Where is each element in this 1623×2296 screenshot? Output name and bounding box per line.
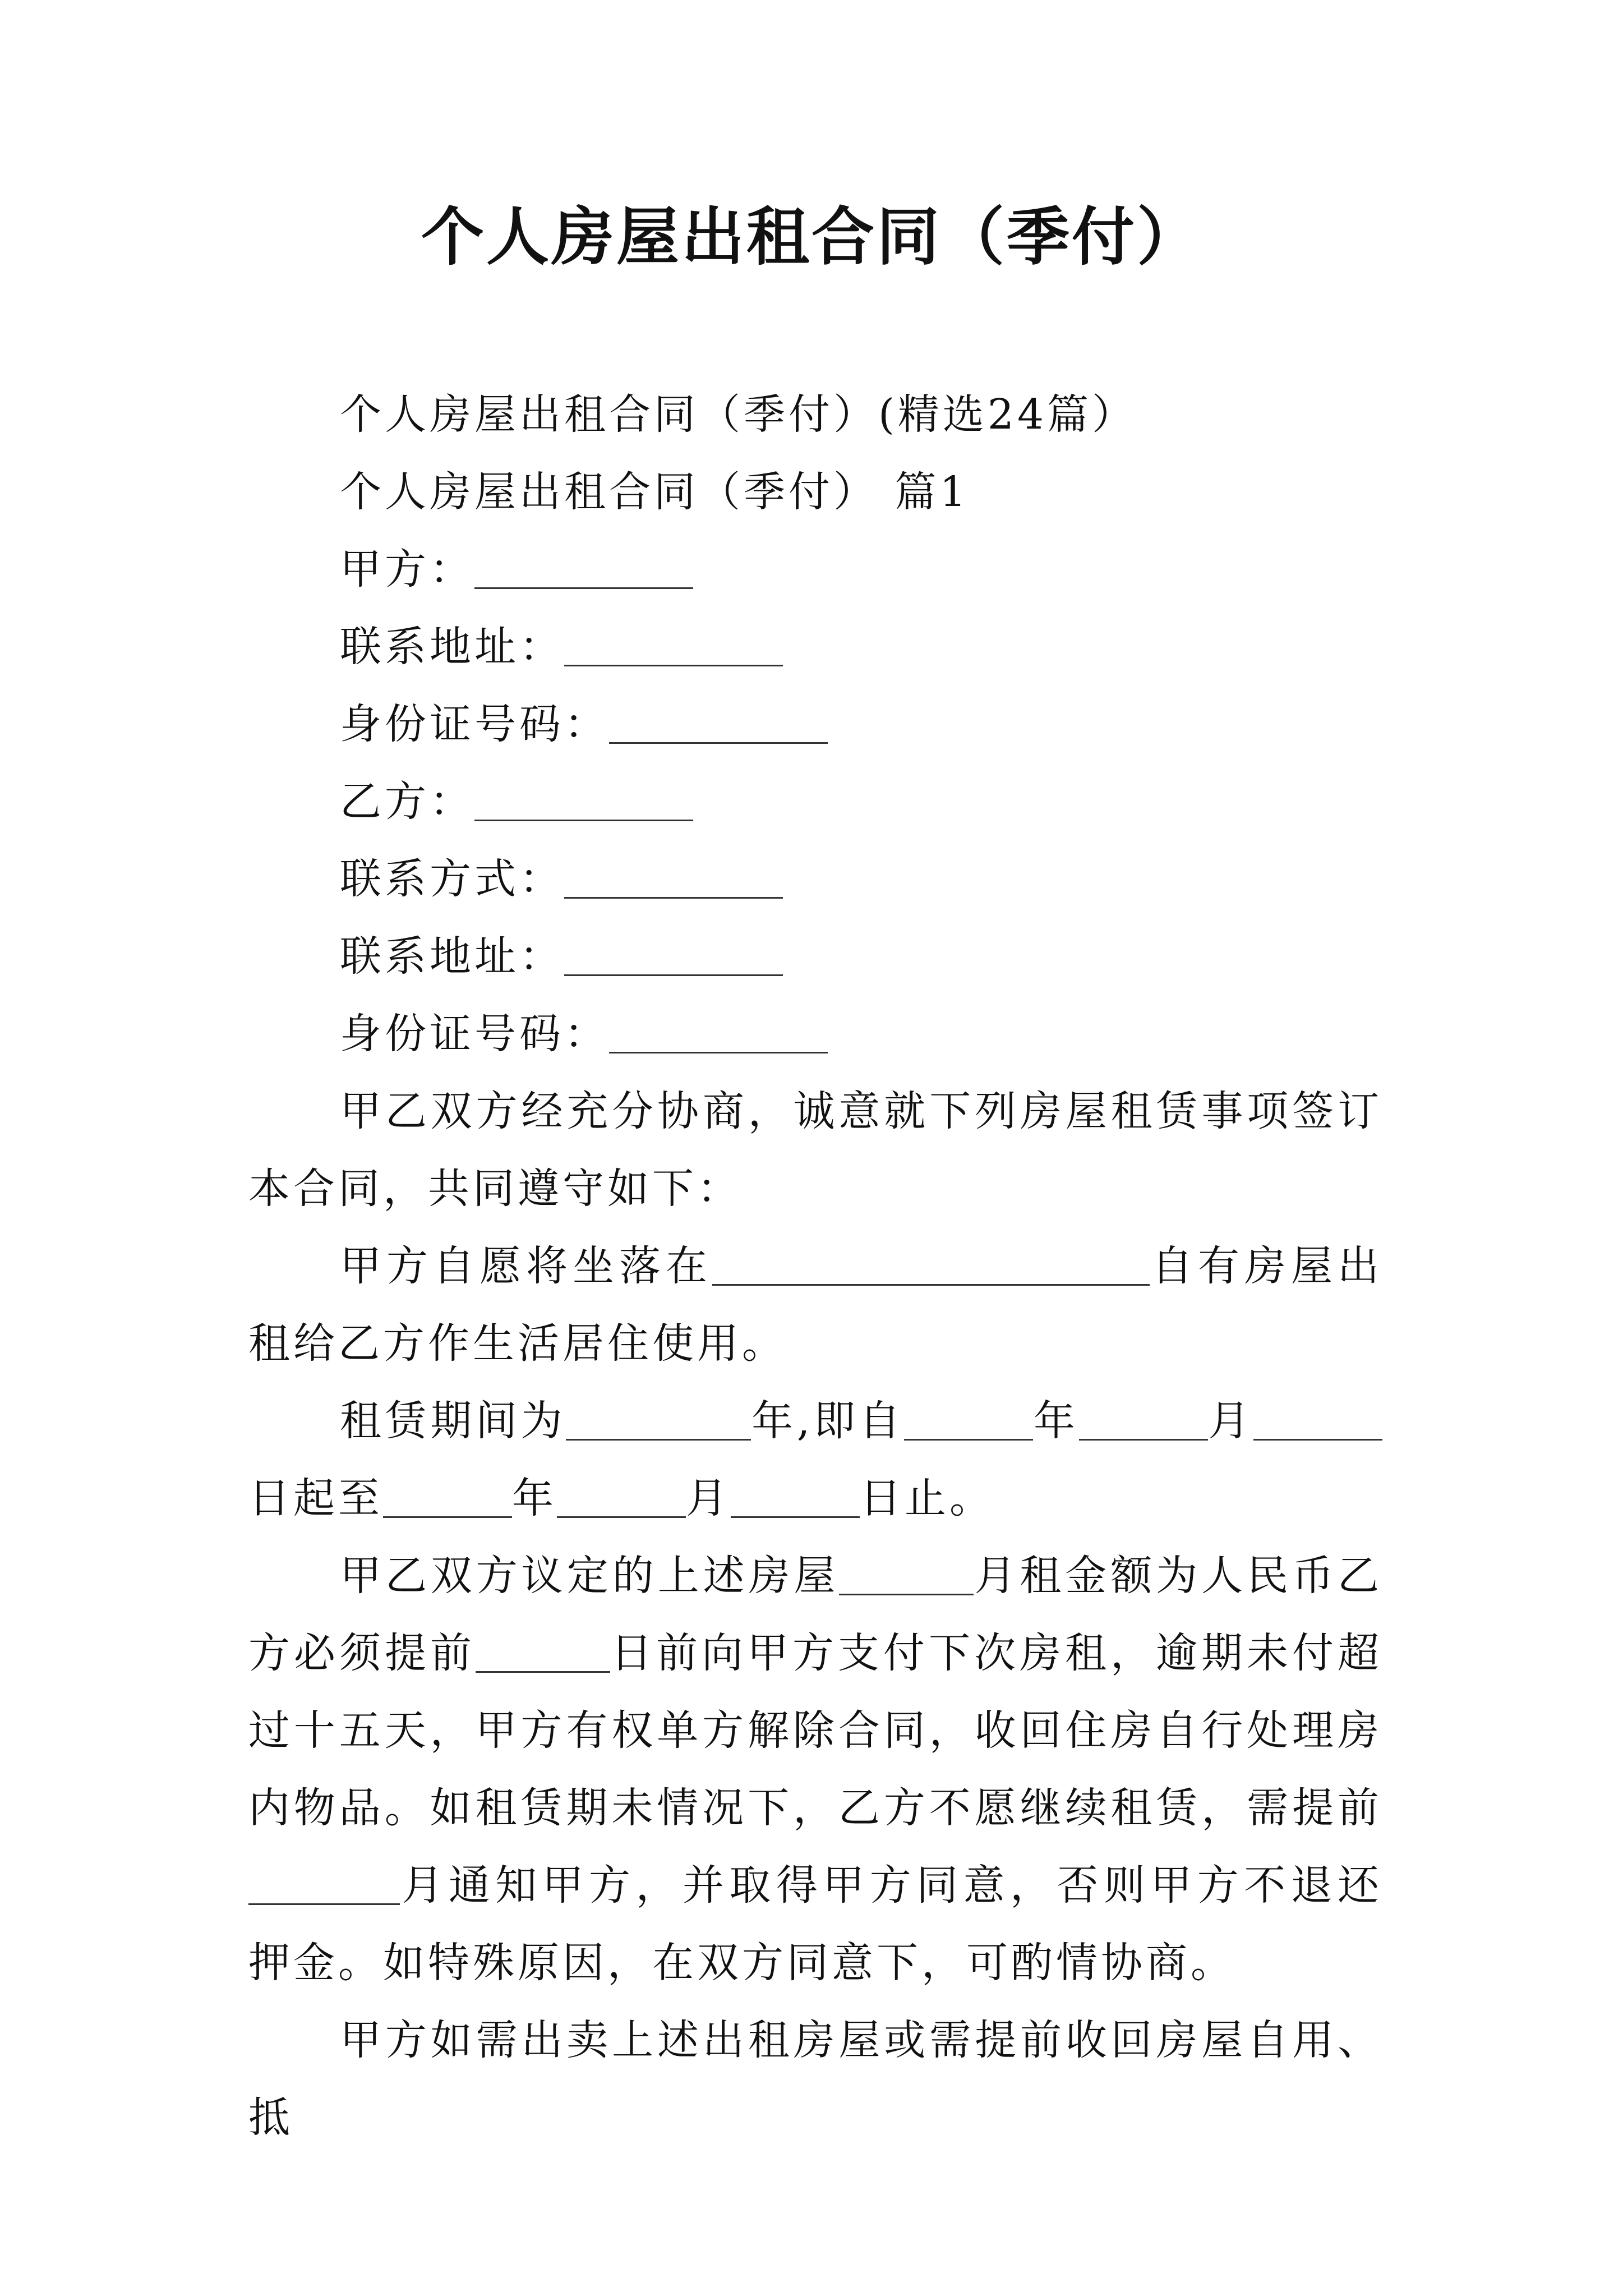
rent-prepay-blank (476, 1635, 610, 1673)
sale-paragraph: 甲方如需出卖上述出租房屋或需提前收回房屋自用、抵 (248, 2016, 1382, 2142)
term-end-year-blank (383, 1480, 512, 1518)
term-years-blank (566, 1403, 751, 1441)
term-text-2: 年,即自 (751, 1397, 905, 1445)
term-paragraph (248, 1382, 1382, 1537)
party-b-id-line (248, 995, 1382, 1073)
party-a-blank (474, 551, 693, 589)
party-a-line (248, 531, 1382, 608)
term-end-day-blank (731, 1480, 860, 1518)
location-text-after: 自有房屋出租给乙方作生活居住使用。 (248, 1242, 1382, 1368)
term-text-3: 年 (1033, 1397, 1079, 1445)
rent-notice-blank (248, 1867, 400, 1905)
party-b-line (248, 763, 1382, 840)
term-text-7: 月 (686, 1474, 731, 1522)
document-title: 个人房屋出租合同（季付） (421, 200, 1202, 274)
rent-text-4: 月通知甲方，并取得甲方同意，否则甲方不退还押金。如特殊原因，在双方同意下，可酌情协商。 (248, 1861, 1382, 1987)
party-b-address-line (248, 918, 1382, 995)
term-text-8: 日止。 (860, 1474, 994, 1522)
term-text-6: 年 (512, 1474, 557, 1522)
party-b-contact-line (248, 840, 1382, 918)
rent-text-2: 月租金额为人民币乙方必须提前 (248, 1552, 1383, 1677)
term-end-month-blank (557, 1480, 686, 1518)
term-text-5: 日起至 (248, 1474, 383, 1522)
party-a-address-label: 联系地址： (340, 623, 564, 671)
section-heading: 个人房屋出租合同（季付） 篇1 (340, 468, 970, 516)
term-start-month-blank (1079, 1403, 1208, 1441)
term-start-day-blank (1253, 1403, 1382, 1441)
location-text-before: 甲方自愿将坐落在 (340, 1242, 712, 1290)
term-start-year-blank (904, 1403, 1033, 1441)
rent-text-1: 甲乙双方议定的上述房屋 (340, 1552, 840, 1600)
party-b-contact-blank (564, 861, 783, 899)
party-a-id-label: 身份证号码： (340, 700, 609, 748)
party-b-address-blank (564, 938, 783, 976)
document-body (248, 376, 1382, 2156)
party-a-address-line (248, 608, 1382, 685)
party-b-id-label: 身份证号码： (340, 1010, 609, 1058)
party-a-id-line (248, 685, 1382, 763)
intro-line: 个人房屋出租合同（季付）(精选24篇） (340, 390, 1137, 439)
rent-text-3: 日前向甲方支付下次房租，逾期未付超过十五天，甲方有权单方解除合同，收回住房自行处理房内物品。如租赁期未情况下，乙方不愿继续租赁，需提前 (248, 1629, 1382, 1832)
term-text-1: 租赁期间为 (340, 1397, 566, 1445)
rent-paragraph (248, 1537, 1382, 2001)
party-b-label: 乙方： (340, 777, 474, 826)
term-text-4: 月 (1207, 1397, 1254, 1445)
rent-blank (839, 1558, 974, 1595)
party-b-id-blank (609, 1016, 828, 1053)
party-a-id-blank (609, 706, 828, 744)
location-blank (712, 1248, 1150, 1286)
party-b-contact-label: 联系方式： (340, 855, 564, 903)
party-a-label: 甲方： (340, 545, 474, 593)
party-a-address-blank (564, 629, 783, 666)
party-b-address-label: 联系地址： (340, 932, 564, 981)
agreement-paragraph: 甲乙双方经充分协商，诚意就下列房屋租赁事项签订本合同，共同遵守如下： (248, 1087, 1382, 1213)
location-paragraph (248, 1227, 1382, 1382)
party-b-blank (474, 784, 693, 821)
